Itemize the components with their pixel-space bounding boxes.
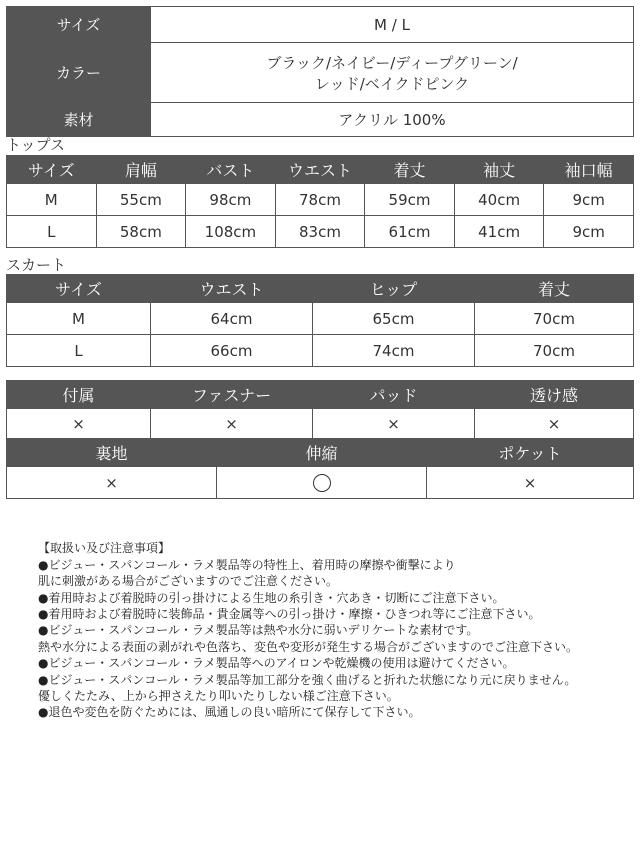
color-value bbox=[151, 43, 634, 103]
feature-header: パッド bbox=[313, 381, 475, 409]
tops-cell: M bbox=[7, 184, 97, 216]
skirt-cell: 74cm bbox=[313, 335, 475, 367]
feature-header: 伸縮 bbox=[217, 439, 427, 467]
tops-cell: 61cm bbox=[365, 216, 455, 248]
tops-header: ウエスト bbox=[275, 156, 365, 184]
skirt-cell: 65cm bbox=[313, 303, 475, 335]
tops-cell: 55cm bbox=[96, 184, 186, 216]
material-label: 素材 bbox=[7, 103, 151, 137]
skirt-header: ヒップ bbox=[313, 275, 475, 303]
feature-value: × bbox=[7, 467, 217, 499]
size-value: M / L bbox=[151, 7, 634, 43]
color-value-line1: ブラック/ネイビー/ディープグリーン/ bbox=[266, 53, 518, 72]
tops-header: 肩幅 bbox=[96, 156, 186, 184]
tops-cell: 98cm bbox=[186, 184, 276, 216]
table-row bbox=[7, 184, 634, 216]
note-line: ●ビジュー・スパンコール・ラメ製品等へのアイロンや乾燥機の使用は避けてください。 bbox=[38, 656, 515, 671]
tops-cell: 41cm bbox=[454, 216, 544, 248]
skirt-cell: L bbox=[7, 335, 151, 367]
table-row bbox=[7, 335, 634, 367]
skirt-header: サイズ bbox=[7, 275, 151, 303]
tops-cell: 78cm bbox=[275, 184, 365, 216]
tops-table bbox=[6, 155, 634, 248]
tops-cell: 9cm bbox=[544, 216, 634, 248]
table-row bbox=[7, 303, 634, 335]
skirt-cell: 66cm bbox=[151, 335, 313, 367]
size-label: サイズ bbox=[7, 7, 151, 43]
skirt-cell: 64cm bbox=[151, 303, 313, 335]
table-row bbox=[7, 216, 634, 248]
tops-header: バスト bbox=[186, 156, 276, 184]
tops-cell: 40cm bbox=[454, 184, 544, 216]
feature-value: × bbox=[313, 409, 475, 439]
note-line: ●着用時および着脱時に装飾品・貴金属等への引っ掛け・摩擦・ひきつれ等にご注意下さい。 bbox=[38, 607, 541, 622]
tops-cell: 9cm bbox=[544, 184, 634, 216]
color-label: カラー bbox=[7, 43, 151, 103]
skirt-table bbox=[6, 274, 634, 367]
note-line: 優しくたたみ、上から押さえたり叩いたりしない様ご注意下さい。 bbox=[38, 689, 399, 704]
feature-value: × bbox=[427, 467, 634, 499]
feature-value: × bbox=[151, 409, 313, 439]
feature-value-stretch bbox=[217, 467, 427, 499]
tops-header: 袖口幅 bbox=[544, 156, 634, 184]
tops-title: トップス bbox=[6, 136, 65, 154]
features-table-2 bbox=[6, 438, 634, 499]
feature-header: 透け感 bbox=[475, 381, 634, 409]
tops-cell: L bbox=[7, 216, 97, 248]
note-line: 【取扱い及び注意事項】 bbox=[38, 541, 171, 556]
tops-header: 着丈 bbox=[365, 156, 455, 184]
note-line: ●着用時および着脱時の引っ掛けによる生地の糸引き・穴あき・切断にご注意下さい。 bbox=[38, 590, 505, 605]
feature-header: 裏地 bbox=[7, 439, 217, 467]
spec-table bbox=[6, 6, 634, 137]
note-line: 熱や水分による表面の剥がれや色落ち、変色や変形が発生する場合がございますのでご注意下さい。 bbox=[38, 639, 579, 654]
feature-header: ファスナー bbox=[151, 381, 313, 409]
circle-icon bbox=[313, 474, 331, 492]
feature-header: 付属 bbox=[7, 381, 151, 409]
skirt-title: スカート bbox=[6, 256, 67, 274]
features-table-1 bbox=[6, 380, 634, 439]
skirt-cell: 70cm bbox=[475, 335, 634, 367]
note-line: ●ビジュー・スパンコール・ラメ製品等は熱や水分に弱いデリケートな素材です。 bbox=[38, 623, 479, 638]
feature-value: × bbox=[475, 409, 634, 439]
material-value: アクリル 100% bbox=[151, 103, 634, 137]
feature-value: × bbox=[7, 409, 151, 439]
skirt-header: ウエスト bbox=[151, 275, 313, 303]
feature-header: ポケット bbox=[427, 439, 634, 467]
tops-header: 袖丈 bbox=[454, 156, 544, 184]
skirt-header: 着丈 bbox=[475, 275, 634, 303]
tops-cell: 83cm bbox=[275, 216, 365, 248]
skirt-cell: M bbox=[7, 303, 151, 335]
tops-header: サイズ bbox=[7, 156, 97, 184]
color-value-line2: レッド/ベイクドピンク bbox=[314, 74, 470, 93]
skirt-cell: 70cm bbox=[475, 303, 634, 335]
note-line: ●ビジュー・スパンコール・ラメ製品等の特性上、着用時の摩擦や衝撃により bbox=[38, 557, 456, 572]
tops-cell: 59cm bbox=[365, 184, 455, 216]
note-line: ●退色や変色を防ぐためには、風通しの良い暗所にて保存して下さい。 bbox=[38, 705, 421, 720]
note-line: ●ビジュー・スパンコール・ラメ製品等加工部分を強く曲げると折れた状態になり元に戻りません。 bbox=[38, 672, 577, 687]
tops-cell: 108cm bbox=[186, 216, 276, 248]
note-line: 肌に刺激がある場合がございますのでご注意ください。 bbox=[38, 574, 339, 589]
tops-cell: 58cm bbox=[96, 216, 186, 248]
care-notes bbox=[38, 524, 578, 737]
